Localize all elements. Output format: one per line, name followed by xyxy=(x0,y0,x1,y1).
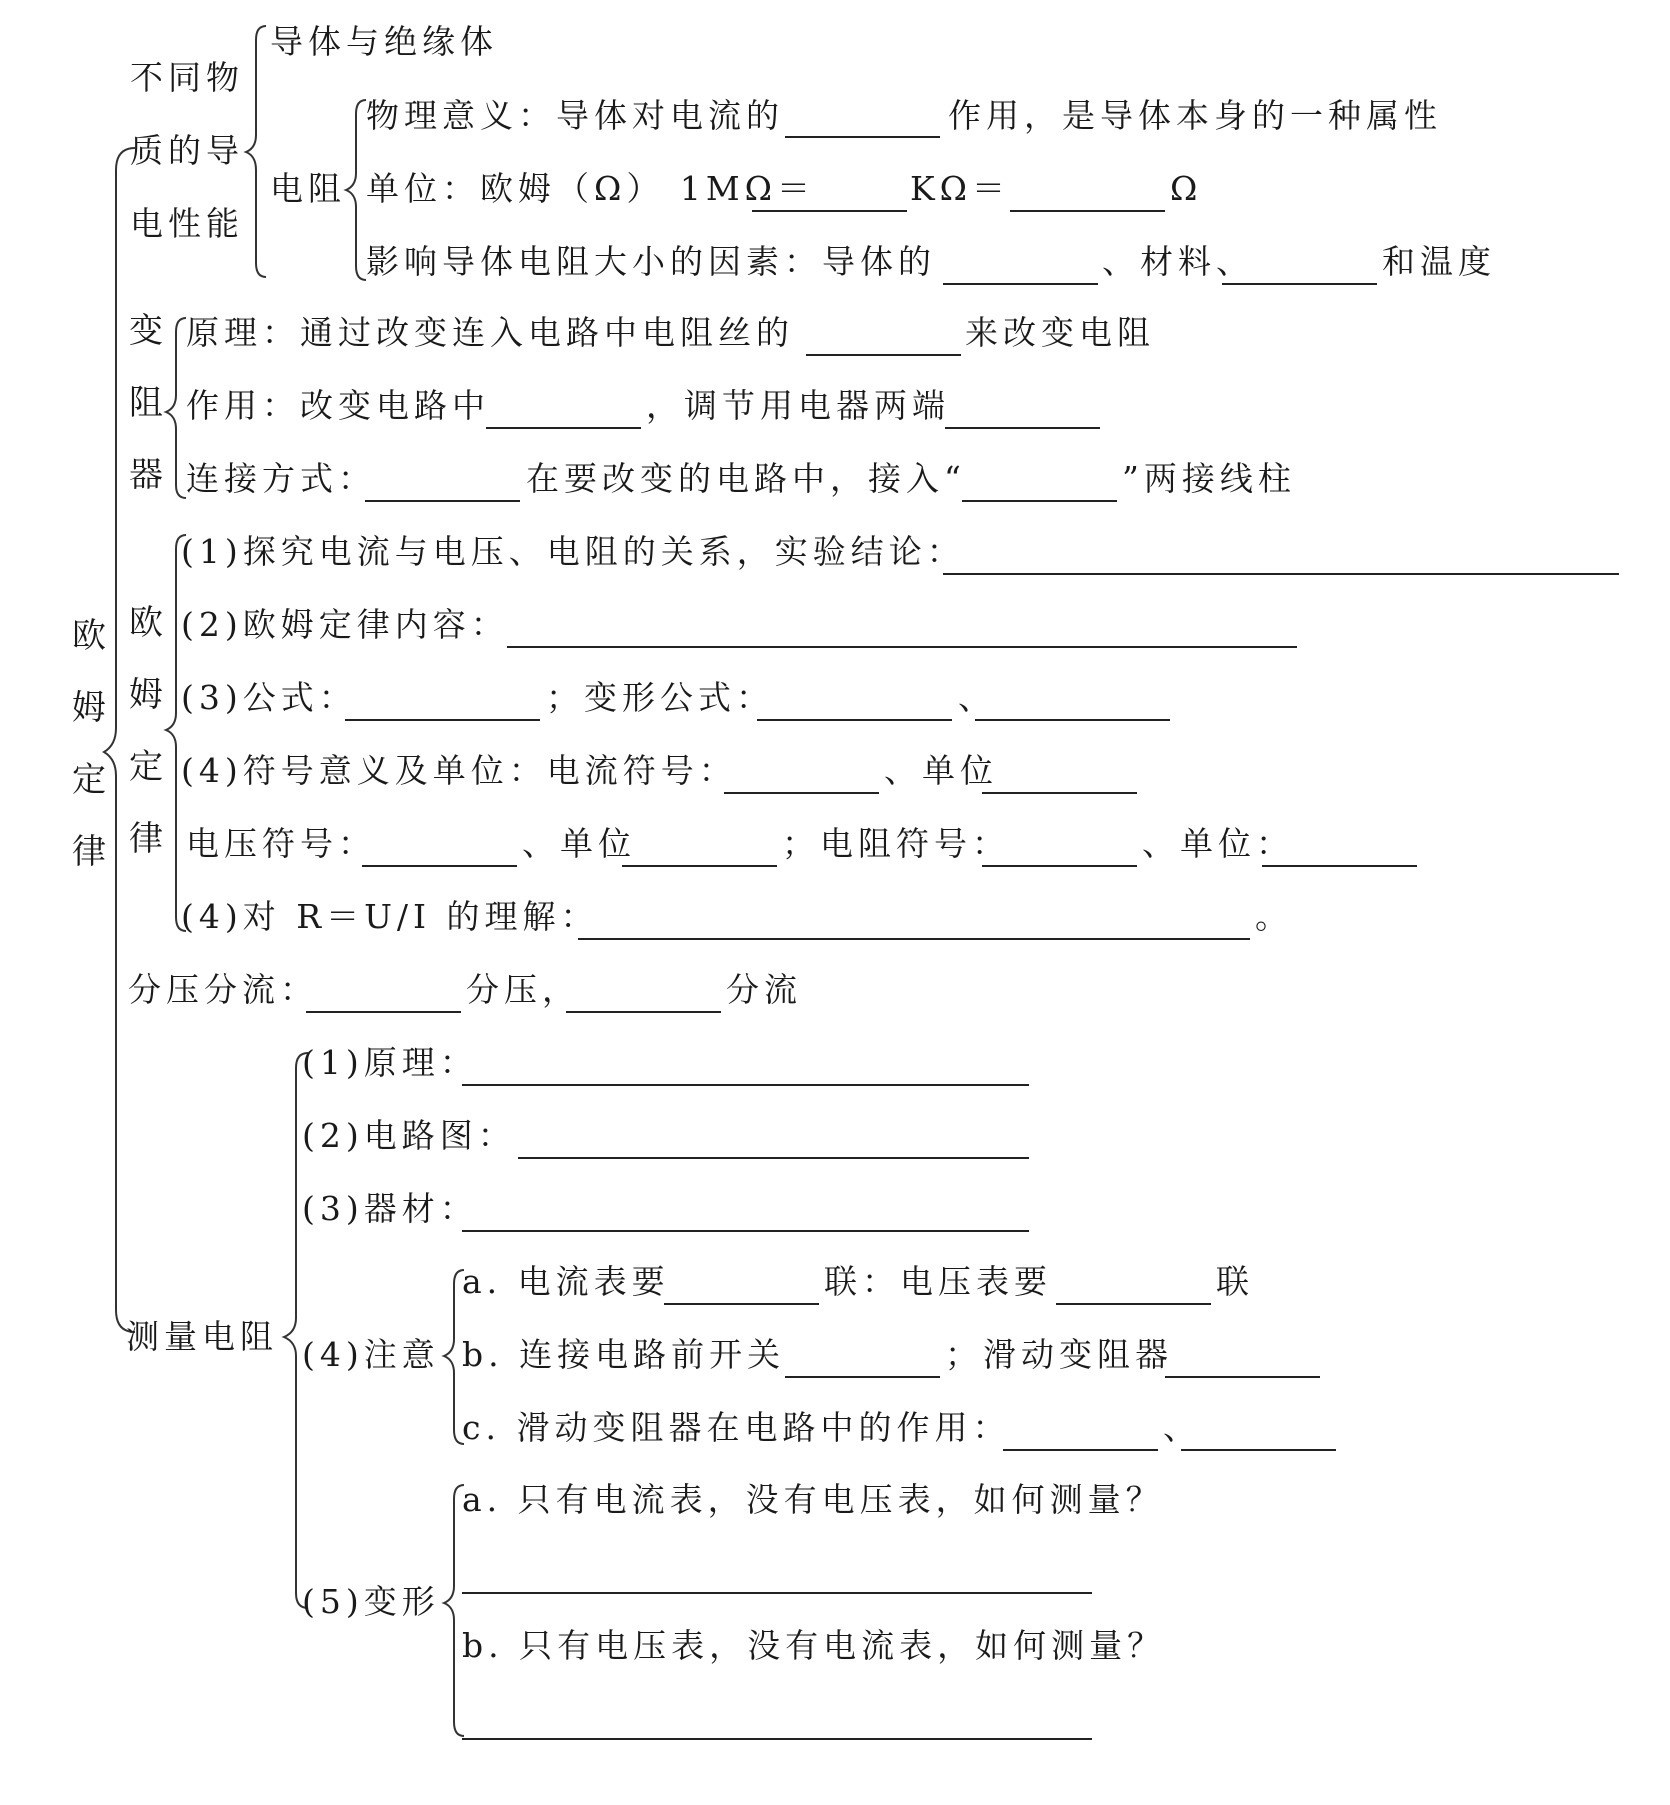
sec1-title-line3: 电性能 xyxy=(130,204,244,243)
resistance-unit: 单位：欧姆（Ω） 1MΩ＝ xyxy=(366,169,815,208)
sec2-brace xyxy=(166,318,186,498)
blank-current-divider[interactable] xyxy=(566,1011,721,1013)
blank-rheostat-terminals[interactable] xyxy=(962,500,1117,502)
measure-variants: (5)变形 xyxy=(302,1582,440,1621)
rheostat-connection-mid: 在要改变的电路中，接入“ xyxy=(526,459,966,498)
ohm-symbols-resistance: ；电阻符号： xyxy=(782,824,1010,863)
sec3-brace xyxy=(166,535,186,931)
ohm-symbols-resistance-unit: 、单位： xyxy=(1142,824,1294,863)
ohm-formula: (3)公式： xyxy=(181,678,357,717)
ohm-formula-sep: 、 xyxy=(958,678,996,717)
blank-current-unit[interactable] xyxy=(982,792,1137,794)
blank-rheostat-connection[interactable] xyxy=(365,500,520,502)
rheostat-function: 作用：改变电路中 xyxy=(186,386,490,425)
blank-voltage-divider[interactable] xyxy=(306,1011,461,1013)
blank-variant-a[interactable] xyxy=(462,1592,1092,1594)
sec5-l5-brace xyxy=(444,1485,464,1736)
blank-unit-kilo[interactable] xyxy=(1010,210,1165,212)
variant-a: a. 只有电流表，没有电压表，如何测量？ xyxy=(462,1480,1164,1519)
resistance-meaning-tail: 作用，是导体本身的一种属性 xyxy=(948,96,1442,135)
resistance-factors-tail: 和温度 xyxy=(1382,242,1496,281)
blank-rheostat-position[interactable] xyxy=(1165,1376,1320,1378)
divider-mid: 分压， xyxy=(466,970,580,1009)
blank-ohm-understanding[interactable] xyxy=(578,938,1250,940)
blank-measure-principle[interactable] xyxy=(462,1084,1029,1086)
blank-meaning[interactable] xyxy=(785,136,940,138)
measure-notes: (4)注意 xyxy=(302,1335,440,1374)
blank-voltmeter-connection[interactable] xyxy=(1056,1303,1211,1305)
note-b: b. 连接电路前开关 xyxy=(462,1335,786,1374)
divider-text: 分压分流： xyxy=(128,970,318,1009)
sec3-title: 欧姆定律 xyxy=(129,603,163,859)
note-b-mid: ；滑动变阻器 xyxy=(945,1335,1173,1374)
resistance-brace xyxy=(346,100,366,280)
ohm-understanding-end: 。 xyxy=(1255,897,1293,936)
rheostat-connection-tail: ”两接线柱 xyxy=(1122,459,1296,498)
resistance-factors: 影响导体电阻大小的因素：导体的 xyxy=(366,242,936,281)
note-c: c. 滑动变阻器在电路中的作用： xyxy=(462,1408,1011,1447)
sec1-title-line2: 质的导 xyxy=(130,131,244,170)
resistance-label: 电阻 xyxy=(270,169,346,208)
blank-unit-mega[interactable] xyxy=(752,210,907,212)
rheostat-function-mid: ，调节用电器两端 xyxy=(646,386,950,425)
blank-ammeter-connection[interactable] xyxy=(664,1303,819,1305)
ohm-symbols-current-unit: 、单位 xyxy=(884,751,998,790)
resistance-meaning: 物理意义：导体对电流的 xyxy=(366,96,784,135)
divider-tail: 分流 xyxy=(726,970,802,1009)
sec2-title: 变阻器 xyxy=(129,311,163,495)
blank-ohm-content[interactable] xyxy=(507,646,1297,648)
variant-b: b. 只有电压表，没有电流表，如何测量？ xyxy=(462,1626,1166,1665)
sec1-brace xyxy=(246,26,266,277)
blank-measure-equipment[interactable] xyxy=(462,1230,1029,1232)
measure-circuit: (2)电路图： xyxy=(302,1116,516,1155)
ohm-understanding: (4)对 R＝U/I 的理解： xyxy=(181,897,599,936)
blank-ohm-variant2[interactable] xyxy=(975,719,1170,721)
resistance-factors-mid: 、材料、 xyxy=(1102,242,1254,281)
blank-rheostat-principle[interactable] xyxy=(806,354,961,356)
sec1-title-line1: 不同物 xyxy=(130,58,244,97)
rheostat-principle: 原理：通过改变连入电路中电阻丝的 xyxy=(186,313,794,352)
ohm-symbols-current: (4)符号意义及单位：电流符号： xyxy=(181,751,737,790)
blank-rheostat-current[interactable] xyxy=(486,427,641,429)
blank-ohm-variant1[interactable] xyxy=(757,719,952,721)
note-c-sep: 、 xyxy=(1163,1408,1201,1447)
ohm-law-content: (2)欧姆定律内容： xyxy=(181,605,509,644)
blank-rheostat-role2[interactable] xyxy=(1181,1449,1336,1451)
sec5-title: 测量电阻 xyxy=(126,1317,278,1356)
rheostat-connection: 连接方式： xyxy=(186,459,376,498)
root-title: 欧姆定律 xyxy=(72,616,106,872)
blank-variant-b[interactable] xyxy=(462,1738,1092,1740)
blank-rheostat-role1[interactable] xyxy=(1003,1449,1158,1451)
resistance-unit-ohm: Ω xyxy=(1170,169,1203,208)
resistance-unit-k: KΩ＝ xyxy=(910,169,1011,208)
blank-ohm-conclusion[interactable] xyxy=(943,573,1619,575)
blank-rheostat-voltage[interactable] xyxy=(945,427,1100,429)
blank-voltage-unit[interactable] xyxy=(622,865,777,867)
blank-measure-circuit[interactable] xyxy=(518,1157,1029,1159)
blank-resistance-symbol[interactable] xyxy=(982,865,1137,867)
note-a-tail: 联 xyxy=(1216,1262,1254,1301)
blank-resistance-unit[interactable] xyxy=(1262,865,1417,867)
sec5-l4-brace xyxy=(444,1270,464,1444)
blank-factor-area[interactable] xyxy=(1222,283,1377,285)
note-a: a. 电流表要 xyxy=(462,1262,670,1301)
blank-factor-length[interactable] xyxy=(943,283,1098,285)
note-a-mid: 联：电压表要 xyxy=(824,1262,1052,1301)
blank-voltage-symbol[interactable] xyxy=(362,865,517,867)
ohm-symbols-voltage-unit: 、单位 xyxy=(522,824,636,863)
blank-switch-state[interactable] xyxy=(785,1376,940,1378)
ohm-formula-mid: ；变形公式： xyxy=(546,678,774,717)
rheostat-principle-tail: 来改变电阻 xyxy=(965,313,1155,352)
measure-equipment: (3)器材： xyxy=(302,1189,478,1228)
blank-current-symbol[interactable] xyxy=(724,792,879,794)
measure-principle: (1)原理： xyxy=(302,1043,478,1082)
blank-ohm-formula[interactable] xyxy=(345,719,540,721)
ohm-conclusion: (1)探究电流与电压、电阻的关系，实验结论： xyxy=(181,532,965,571)
sec1-item-conductor: 导体与绝缘体 xyxy=(270,22,498,61)
ohm-symbols-voltage: 电压符号： xyxy=(186,824,376,863)
